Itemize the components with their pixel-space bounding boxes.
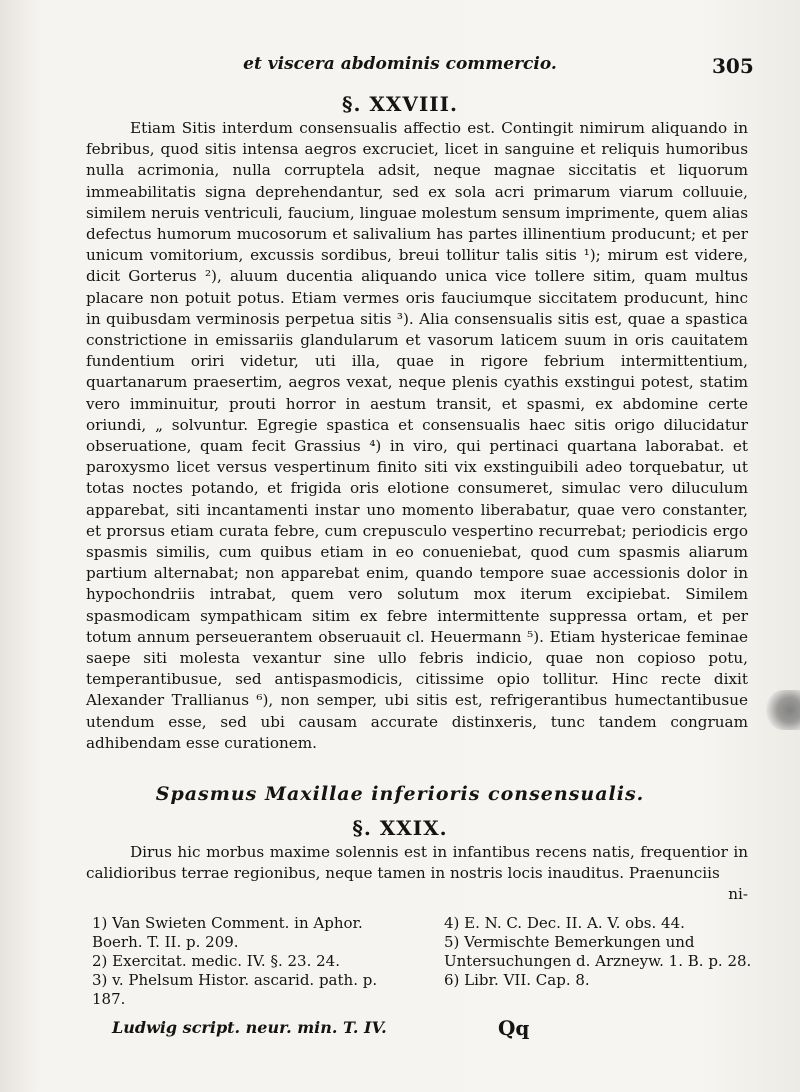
footnote: 2) Exercitat. medic. IV. §. 23. 24. xyxy=(92,952,340,970)
paragraph-28: Etiam Sitis interdum consensualis affectio est. Contingit nimirum aliquando in febribus, quod sitis intensa aegros excruciet, licet in sanguine et reliquis humoribus nulla acrimonia, nulla corruptela adsit, neque magnae siccitatis et liquorum immeabilitatis signa deprehendantur, sed ex sola acri primarum viarum colluuie, similem neruis ventriculi, faucium, linguae molestum sensum imprimente, quem alias defectus humorum mucosorum et salivalium has partes illinentium producunt; et per unicum vomitorium, excussis sordibus, breui tollitur talis sitis ¹); mirum est videre, dicit Gorterus ²), aluum ducentia aliquando unica vice tollere sitim, quam multus placare non potuit potus. Etiam vermes oris fauciumque siccitatem producunt, hinc in quibusdam verminosis perpetua sitis ³). Alia consensualis sitis est, quae a spastica constrictione in emissariis glandularum et vasorum laticem suum in oris cauitatem fundentium oriri videtur, uti illa, quae in rigore febrium intermittentium, quartanarum praesertim, aegros vexat, neque plenis cyathis exstingui potest, statim vero imminuitur, prouti horror in aestum transit, et spasmi, ex abdomine certe oriundi, „ solvuntur. Egregie spastica et consensualis haec sitis origo dilucidatur obseruatione, quam fecit Grassius ⁴) in viro, qui pertinaci quartana laborabat. et paroxysmo licet versus vespertinum finito siti vix exstinguibili adeo torquebatur, ut totas noctes potando, et frigida oris elotione consumeret, simulac vero diluculum apparebat, siti incantamenti instar uno momento liberabatur, quae vero constanter, et prorsus etiam curata febre, cum crepusculo vespertino recurrebat; periodicis ergo spasmis similis, cum quibus etiam in eo conueniebat, quod cum spasmis aliarum partium alternabat; non apparebat enim, quando tempore suae accessionis dolor in hypochondriis intrabat, quem vero solutum mox iterum excipiebat. Similem spasmodicam sympathicam sitim ex febre intermittente suppressa ortam, et per totum annum perseuerantem obseruauit cl. Heuermann ⁵). Etiam hystericae feminae saepe siti molesta vexantur sine ullo febris indicio, quae non copioso potu, temperantibusue, sed antispasmodicis, citissime opio tollitur. Hinc recte dixit Alexander Trallianus ⁶), non semper, ubi sitis est, refrigerantibus humectantibusue utendum esse, sed ubi causam accurate distinxeris, tunc tandem congruam adhibendam esse curationem. xyxy=(86,119,748,752)
paragraph-29-text: Dirus hic morbus maxime solennis est in infantibus recens natis, frequentior in calidioribus terrae regionibus, neque tamen in nostris locis inauditus. Praenunciis xyxy=(86,843,748,883)
footnote: 1) Van Swieten Comment. in Aphor. Boerh. T. II. p. 209. xyxy=(92,914,363,951)
footnote: 4) E. N. C. Dec. II. A. V. obs. 44. xyxy=(444,914,685,932)
section-heading-28: §. XXVIII. xyxy=(342,92,458,116)
section-heading-29: §. XXIX. xyxy=(352,816,448,840)
footnote: 3) v. Phelsum Histor. ascarid. path. p. 187. xyxy=(92,971,378,1008)
footnotes-right-column xyxy=(444,914,774,990)
subheading: Spasmus Maxillae inferioris consensualis. xyxy=(155,783,645,805)
catchword: Qq xyxy=(498,1016,530,1040)
paragraph-29-hyphen-fragment: ni- xyxy=(728,885,748,904)
footnote: 5) Vermischte Bemerkungen und Untersuchungen d. Arzneyw. 1. B. p. 28. xyxy=(444,933,752,970)
footnote: 6) Libr. VII. Cap. 8. xyxy=(444,971,590,989)
signature-mark: Ludwig script. neur. min. T. IV. xyxy=(112,1018,387,1037)
ink-stain xyxy=(766,690,800,730)
running-head: et viscera abdominis commercio. xyxy=(243,54,557,74)
paragraph-29 xyxy=(86,842,748,906)
page-number: 305 xyxy=(712,54,754,78)
footnotes-left-column xyxy=(92,914,412,1009)
